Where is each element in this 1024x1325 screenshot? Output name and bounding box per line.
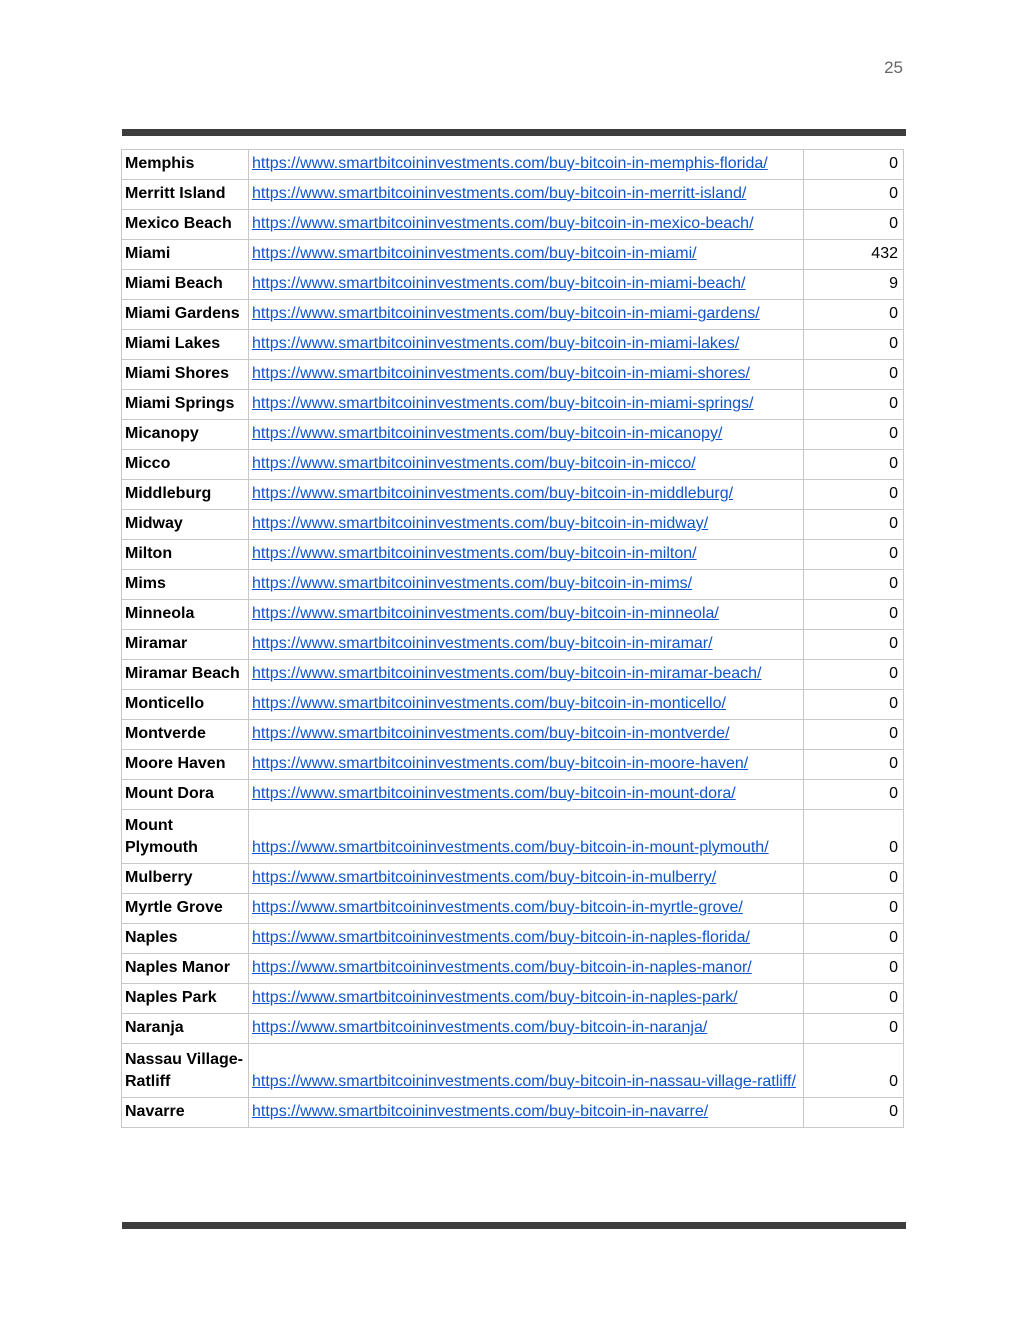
city-link[interactable]: https://www.smartbitcoininvestments.com/buy-bitcoin-in-miramar/ bbox=[252, 635, 713, 652]
count-cell: 0 bbox=[804, 210, 904, 240]
table-body bbox=[122, 150, 904, 1128]
count-cell: 0 bbox=[804, 1014, 904, 1044]
city-link[interactable]: https://www.smartbitcoininvestments.com/buy-bitcoin-in-mulberry/ bbox=[252, 869, 717, 886]
page-number: 25 bbox=[884, 58, 903, 77]
count-cell: 0 bbox=[804, 864, 904, 894]
url-cell bbox=[249, 864, 804, 894]
url-cell bbox=[249, 690, 804, 720]
city-link[interactable]: https://www.smartbitcoininvestments.com/buy-bitcoin-in-midway/ bbox=[252, 515, 709, 532]
url-cell bbox=[249, 954, 804, 984]
city-name-cell: Mexico Beach bbox=[122, 210, 249, 240]
city-name-cell: Miami bbox=[122, 240, 249, 270]
count-cell: 9 bbox=[804, 270, 904, 300]
count-cell: 0 bbox=[804, 540, 904, 570]
city-link[interactable]: https://www.smartbitcoininvestments.com/buy-bitcoin-in-memphis-florida/ bbox=[252, 155, 768, 172]
city-link[interactable]: https://www.smartbitcoininvestments.com/buy-bitcoin-in-naranja/ bbox=[252, 1019, 708, 1036]
url-cell bbox=[249, 720, 804, 750]
table-row bbox=[122, 480, 904, 510]
url-cell bbox=[249, 750, 804, 780]
count-cell: 0 bbox=[804, 954, 904, 984]
city-name-cell: Mount Dora bbox=[122, 780, 249, 810]
table-row bbox=[122, 420, 904, 450]
city-link[interactable]: https://www.smartbitcoininvestments.com/buy-bitcoin-in-myrtle-grove/ bbox=[252, 899, 743, 916]
count-cell: 0 bbox=[804, 180, 904, 210]
city-name-cell: Miramar bbox=[122, 630, 249, 660]
city-name-cell: Mims bbox=[122, 570, 249, 600]
url-cell bbox=[249, 600, 804, 630]
city-name-cell: Naples Park bbox=[122, 984, 249, 1014]
city-name-cell: Navarre bbox=[122, 1098, 249, 1128]
city-name-cell: Milton bbox=[122, 540, 249, 570]
city-name-cell: Naples Manor bbox=[122, 954, 249, 984]
table-row bbox=[122, 660, 904, 690]
count-cell: 0 bbox=[804, 660, 904, 690]
url-cell bbox=[249, 1044, 804, 1098]
city-name-cell: Memphis bbox=[122, 150, 249, 180]
city-link[interactable]: https://www.smartbitcoininvestments.com/buy-bitcoin-in-mexico-beach/ bbox=[252, 215, 754, 232]
table-row bbox=[122, 510, 904, 540]
city-link[interactable]: https://www.smartbitcoininvestments.com/buy-bitcoin-in-miramar-beach/ bbox=[252, 665, 762, 682]
count-cell: 0 bbox=[804, 300, 904, 330]
city-name-cell: Miami Springs bbox=[122, 390, 249, 420]
table-row bbox=[122, 780, 904, 810]
table-row bbox=[122, 540, 904, 570]
city-name-cell: Naples bbox=[122, 924, 249, 954]
count-cell: 0 bbox=[804, 630, 904, 660]
url-cell bbox=[249, 894, 804, 924]
count-cell: 0 bbox=[804, 390, 904, 420]
url-cell bbox=[249, 1014, 804, 1044]
city-name-cell: Mount Plymouth bbox=[122, 810, 249, 864]
city-link[interactable]: https://www.smartbitcoininvestments.com/buy-bitcoin-in-micco/ bbox=[252, 455, 696, 472]
city-link[interactable]: https://www.smartbitcoininvestments.com/buy-bitcoin-in-minneola/ bbox=[252, 605, 719, 622]
city-name-cell: Middleburg bbox=[122, 480, 249, 510]
url-cell bbox=[249, 180, 804, 210]
count-cell: 0 bbox=[804, 690, 904, 720]
city-name-cell: Monticello bbox=[122, 690, 249, 720]
url-cell bbox=[249, 420, 804, 450]
count-cell: 0 bbox=[804, 780, 904, 810]
city-name-cell: Merritt Island bbox=[122, 180, 249, 210]
table-row bbox=[122, 954, 904, 984]
count-cell: 0 bbox=[804, 570, 904, 600]
table-row bbox=[122, 150, 904, 180]
city-name-cell: Moore Haven bbox=[122, 750, 249, 780]
count-cell: 432 bbox=[804, 240, 904, 270]
count-cell: 0 bbox=[804, 924, 904, 954]
city-link[interactable]: https://www.smartbitcoininvestments.com/buy-bitcoin-in-nassau-village-ratliff/ bbox=[252, 1073, 796, 1090]
city-link[interactable]: https://www.smartbitcoininvestments.com/buy-bitcoin-in-micanopy/ bbox=[252, 425, 723, 442]
url-cell bbox=[249, 570, 804, 600]
city-name-cell: Miami Beach bbox=[122, 270, 249, 300]
table-row bbox=[122, 894, 904, 924]
city-link[interactable]: https://www.smartbitcoininvestments.com/buy-bitcoin-in-moore-haven/ bbox=[252, 755, 749, 772]
count-cell: 0 bbox=[804, 420, 904, 450]
table-row bbox=[122, 450, 904, 480]
count-cell: 0 bbox=[804, 330, 904, 360]
city-link[interactable]: https://www.smartbitcoininvestments.com/buy-bitcoin-in-navarre/ bbox=[252, 1103, 709, 1120]
city-link[interactable]: https://www.smartbitcoininvestments.com/buy-bitcoin-in-monticello/ bbox=[252, 695, 726, 712]
city-name-cell: Midway bbox=[122, 510, 249, 540]
table-row bbox=[122, 210, 904, 240]
city-link[interactable]: https://www.smartbitcoininvestments.com/buy-bitcoin-in-naples-manor/ bbox=[252, 959, 752, 976]
city-link[interactable]: https://www.smartbitcoininvestments.com/buy-bitcoin-in-milton/ bbox=[252, 545, 697, 562]
city-name-cell: Mulberry bbox=[122, 864, 249, 894]
table-row bbox=[122, 360, 904, 390]
city-name-cell: Micanopy bbox=[122, 420, 249, 450]
city-link[interactable]: https://www.smartbitcoininvestments.com/buy-bitcoin-in-merritt-island/ bbox=[252, 185, 747, 202]
city-name-cell: Myrtle Grove bbox=[122, 894, 249, 924]
table-row bbox=[122, 300, 904, 330]
table-row bbox=[122, 180, 904, 210]
city-name-cell: Montverde bbox=[122, 720, 249, 750]
url-cell bbox=[249, 810, 804, 864]
url-cell bbox=[249, 1098, 804, 1128]
city-name-cell: Minneola bbox=[122, 600, 249, 630]
header-divider bbox=[122, 129, 906, 136]
count-cell: 0 bbox=[804, 894, 904, 924]
city-link[interactable]: https://www.smartbitcoininvestments.com/buy-bitcoin-in-naples-park/ bbox=[252, 989, 738, 1006]
city-link[interactable]: https://www.smartbitcoininvestments.com/buy-bitcoin-in-mount-plymouth/ bbox=[252, 839, 769, 856]
city-link[interactable]: https://www.smartbitcoininvestments.com/buy-bitcoin-in-montverde/ bbox=[252, 725, 730, 742]
city-link[interactable]: https://www.smartbitcoininvestments.com/buy-bitcoin-in-mount-dora/ bbox=[252, 785, 736, 802]
city-name-cell: Miramar Beach bbox=[122, 660, 249, 690]
city-link[interactable]: https://www.smartbitcoininvestments.com/buy-bitcoin-in-mims/ bbox=[252, 575, 693, 592]
footer-divider bbox=[122, 1222, 906, 1229]
count-cell: 0 bbox=[804, 360, 904, 390]
table-row bbox=[122, 390, 904, 420]
count-cell: 0 bbox=[804, 1098, 904, 1128]
url-cell bbox=[249, 480, 804, 510]
count-cell: 0 bbox=[804, 810, 904, 864]
table-row bbox=[122, 690, 904, 720]
city-link[interactable]: https://www.smartbitcoininvestments.com/buy-bitcoin-in-miami/ bbox=[252, 245, 697, 262]
city-link[interactable]: https://www.smartbitcoininvestments.com/buy-bitcoin-in-miami-springs/ bbox=[252, 395, 754, 412]
url-cell bbox=[249, 150, 804, 180]
city-name-cell: Miami Shores bbox=[122, 360, 249, 390]
table-row bbox=[122, 600, 904, 630]
city-name-cell: Miami Lakes bbox=[122, 330, 249, 360]
url-cell bbox=[249, 510, 804, 540]
table-row bbox=[122, 330, 904, 360]
table-row bbox=[122, 720, 904, 750]
city-link-table bbox=[121, 149, 904, 1128]
url-cell bbox=[249, 984, 804, 1014]
city-link[interactable]: https://www.smartbitcoininvestments.com/buy-bitcoin-in-miami-shores/ bbox=[252, 365, 750, 382]
count-cell: 0 bbox=[804, 750, 904, 780]
url-cell bbox=[249, 390, 804, 420]
city-name-cell: Naranja bbox=[122, 1014, 249, 1044]
count-cell: 0 bbox=[804, 480, 904, 510]
count-cell: 0 bbox=[804, 450, 904, 480]
table-row bbox=[122, 1098, 904, 1128]
url-cell bbox=[249, 450, 804, 480]
url-cell bbox=[249, 630, 804, 660]
count-cell: 0 bbox=[804, 600, 904, 630]
table-row bbox=[122, 984, 904, 1014]
city-link[interactable]: https://www.smartbitcoininvestments.com/buy-bitcoin-in-naples-florida/ bbox=[252, 929, 750, 946]
url-cell bbox=[249, 924, 804, 954]
table-row bbox=[122, 270, 904, 300]
city-link[interactable]: https://www.smartbitcoininvestments.com/buy-bitcoin-in-miami-lakes/ bbox=[252, 335, 740, 352]
city-name-cell: Miami Gardens bbox=[122, 300, 249, 330]
table-row bbox=[122, 1014, 904, 1044]
url-cell bbox=[249, 540, 804, 570]
url-cell bbox=[249, 330, 804, 360]
count-cell: 0 bbox=[804, 510, 904, 540]
city-link[interactable]: https://www.smartbitcoininvestments.com/buy-bitcoin-in-middleburg/ bbox=[252, 485, 734, 502]
table-row bbox=[122, 570, 904, 600]
count-cell: 0 bbox=[804, 984, 904, 1014]
count-cell: 0 bbox=[804, 150, 904, 180]
table-row bbox=[122, 1044, 904, 1098]
city-link[interactable]: https://www.smartbitcoininvestments.com/buy-bitcoin-in-miami-beach/ bbox=[252, 275, 746, 292]
url-cell bbox=[249, 360, 804, 390]
city-name-cell: Nassau Village-Ratliff bbox=[122, 1044, 249, 1098]
city-link[interactable]: https://www.smartbitcoininvestments.com/buy-bitcoin-in-miami-gardens/ bbox=[252, 305, 760, 322]
city-name-cell: Micco bbox=[122, 450, 249, 480]
url-cell bbox=[249, 240, 804, 270]
count-cell: 0 bbox=[804, 720, 904, 750]
table-row bbox=[122, 750, 904, 780]
table-row bbox=[122, 864, 904, 894]
count-cell: 0 bbox=[804, 1044, 904, 1098]
url-cell bbox=[249, 780, 804, 810]
url-cell bbox=[249, 660, 804, 690]
url-cell bbox=[249, 210, 804, 240]
table-row bbox=[122, 924, 904, 954]
url-cell bbox=[249, 270, 804, 300]
table-row bbox=[122, 630, 904, 660]
table-row bbox=[122, 240, 904, 270]
url-cell bbox=[249, 300, 804, 330]
table-row bbox=[122, 810, 904, 864]
